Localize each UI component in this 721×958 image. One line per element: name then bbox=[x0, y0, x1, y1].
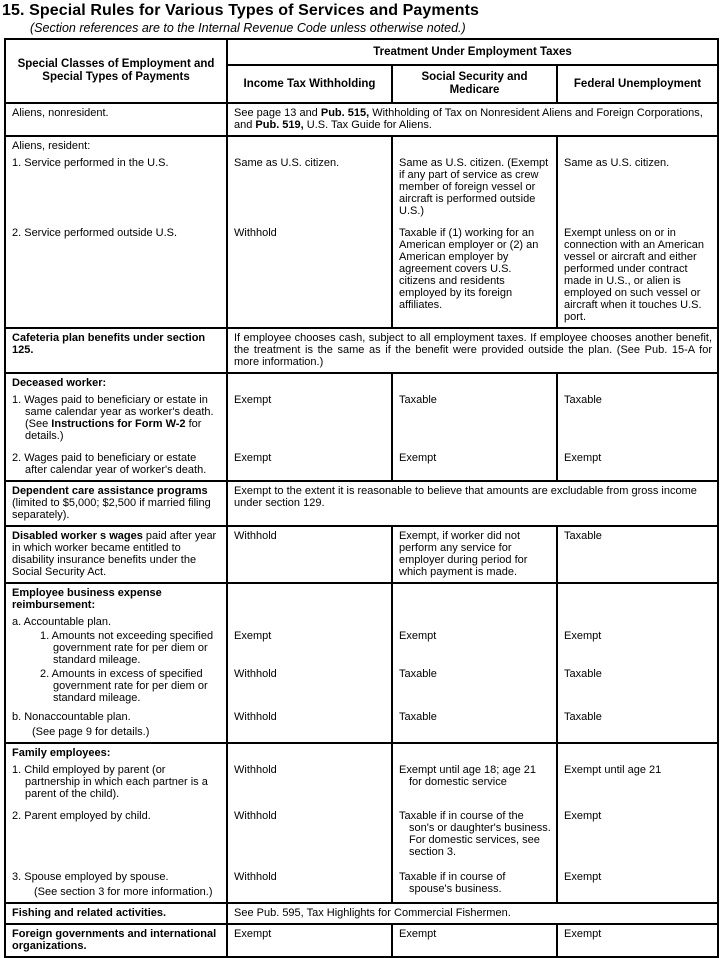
cell-income-tax: Exempt bbox=[227, 443, 392, 481]
table-header bbox=[5, 39, 718, 103]
label-aliens-resident: Aliens, resident: bbox=[12, 140, 91, 152]
cell-federal-unemployment: Taxable bbox=[557, 667, 718, 705]
nonaccountable-line-2: (See page 9 for details.) bbox=[32, 726, 150, 738]
cell-social-security: Taxable bbox=[392, 705, 557, 743]
header-row-top bbox=[5, 39, 718, 65]
cell-social-security: Taxable bbox=[392, 393, 557, 443]
section-aliens-resident bbox=[5, 136, 718, 328]
empty-cell bbox=[227, 743, 392, 763]
cell-federal-unemployment: Taxable bbox=[557, 393, 718, 443]
empty-cell bbox=[227, 373, 392, 393]
row-fishing bbox=[5, 903, 718, 924]
note-cafeteria-plan: If employee chooses cash, subject to all employment taxes. If employee chooses another benefit, the treatment is the same as if the benefit were provided outside the plan. (See Pub. 15-A for more information.) bbox=[227, 328, 718, 373]
row-dependent-care bbox=[5, 481, 718, 526]
row-aliens-nonresident bbox=[5, 103, 718, 136]
empty-cell bbox=[557, 136, 718, 156]
column-header-income-tax-withholding: Income Tax Withholding bbox=[227, 65, 392, 103]
cell-income-tax: Withhold bbox=[227, 705, 392, 743]
row-nonaccountable-plan bbox=[5, 705, 718, 743]
empty-cell bbox=[557, 373, 718, 393]
cell-income-tax: Withhold bbox=[227, 667, 392, 705]
label-spouse-employed-by-spouse bbox=[5, 862, 227, 903]
cell-social-security: Taxable if (1) working for an American employer or (2) an American employer by agreement covers U.S. citizens and residents employed by its foreign affiliates. bbox=[392, 218, 557, 328]
cell-social-security: Taxable if in course of the son's or daughter's business. For domestic services, see section 3. bbox=[392, 801, 557, 862]
special-rules-table bbox=[4, 38, 719, 958]
row-aliens-resident-item-1 bbox=[5, 156, 718, 218]
label-cafeteria-plan: Cafeteria plan benefits under section 125. bbox=[12, 332, 206, 356]
cell-social-security: Exempt, if worker did not perform any service for employer during period for which payment is made. bbox=[392, 526, 557, 583]
empty-cell bbox=[557, 615, 718, 629]
empty-cell bbox=[392, 743, 557, 763]
empty-cell bbox=[392, 615, 557, 629]
cell-income-tax: Withhold bbox=[227, 862, 392, 903]
label-deceased-worker: Deceased worker: bbox=[12, 377, 107, 389]
cell-income-tax: Exempt bbox=[227, 629, 392, 667]
section-cafeteria-plan bbox=[5, 328, 718, 373]
note-dependent-care: Exempt to the extent it is reasonable to believe that amounts are excludable from gross income under section 129. bbox=[227, 481, 718, 526]
column-header-federal-unemployment: Federal Unemployment bbox=[557, 65, 718, 103]
row-family-item-1 bbox=[5, 763, 718, 801]
row-family-employees-label bbox=[5, 743, 718, 763]
row-deceased-worker-label bbox=[5, 373, 718, 393]
cell-federal-unemployment: Exempt bbox=[557, 924, 718, 957]
empty-cell bbox=[557, 743, 718, 763]
label-dependent-care: Dependent care assistance programs (limited to $5,000; $2,500 if married filing separately). bbox=[12, 485, 211, 521]
cell-income-tax: Withhold bbox=[227, 526, 392, 583]
section-foreign-governments bbox=[5, 924, 718, 957]
cell-social-security: Same as U.S. citizen. (Exempt if any part of service as crew member of foreign vessel or aircraft is performed outside U.S.) bbox=[392, 156, 557, 218]
column-header-special-classes: Special Classes of Employment and Special Types of Payments bbox=[17, 58, 215, 83]
empty-cell bbox=[392, 373, 557, 393]
row-deceased-worker-item-1 bbox=[5, 393, 718, 443]
label-nonaccountable-plan bbox=[5, 705, 227, 743]
empty-cell bbox=[227, 583, 392, 615]
cell-federal-unemployment: Exempt until age 21 bbox=[557, 763, 718, 801]
label-wages-same-year: 1. Wages paid to beneficiary or estate in same calendar year as worker's death. (See Instructions for Form W-2 for details.) bbox=[12, 394, 214, 442]
cell-income-tax: Same as U.S. citizen. bbox=[227, 156, 392, 218]
cell-federal-unemployment: Same as U.S. citizen. bbox=[557, 156, 718, 218]
section-family-employees bbox=[5, 743, 718, 903]
row-accountable-item-2 bbox=[5, 667, 718, 705]
cell-income-tax: Exempt bbox=[227, 393, 392, 443]
column-header-social-security-medicare: Social Security and Medicare bbox=[392, 65, 557, 103]
label-child-employed-by-parent: 1. Child employed by parent (or partnership in which each partner is a parent of the child). bbox=[12, 764, 208, 800]
cell-federal-unemployment: Taxable bbox=[557, 526, 718, 583]
cell-federal-unemployment: Taxable bbox=[557, 705, 718, 743]
cell-social-security: Exempt bbox=[392, 924, 557, 957]
row-disabled-worker bbox=[5, 526, 718, 583]
section-employee-expense bbox=[5, 583, 718, 743]
row-aliens-resident-item-2 bbox=[5, 218, 718, 328]
cell-social-security: Exempt bbox=[392, 629, 557, 667]
label-parent-employed-by-child: 2. Parent employed by child. bbox=[12, 810, 151, 822]
cell-federal-unemployment: Exempt unless on or in connection with an American vessel or aircraft and either performed under contract made in U.S., or alien is employed on such vessel or aircraft when it touches U.S. port. bbox=[557, 218, 718, 328]
empty-cell bbox=[392, 583, 557, 615]
cell-social-security: Taxable bbox=[392, 667, 557, 705]
cell-social-security: Exempt until age 18; age 21 for domestic service bbox=[392, 763, 557, 801]
label-amounts-not-exceeding: 1. Amounts not exceeding specified government rate for per diem or standard mileage. bbox=[40, 630, 214, 666]
note-fishing: See Pub. 595, Tax Highlights for Commercial Fishermen. bbox=[227, 903, 718, 924]
row-family-item-3 bbox=[5, 862, 718, 903]
cell-income-tax: Withhold bbox=[227, 763, 392, 801]
section-disabled-worker bbox=[5, 526, 718, 583]
cell-federal-unemployment: Exempt bbox=[557, 862, 718, 903]
section-fishing bbox=[5, 903, 718, 924]
page-title: 15. Special Rules for Various Types of Services and Payments bbox=[2, 2, 480, 19]
cell-social-security: Taxable if in course of spouse's business. bbox=[392, 862, 557, 903]
row-foreign-governments bbox=[5, 924, 718, 957]
label-service-outside-us: 2. Service performed outside U.S. bbox=[12, 227, 178, 239]
label-accountable-plan: a. Accountable plan. bbox=[12, 616, 112, 628]
cell-income-tax: Exempt bbox=[227, 924, 392, 957]
row-family-item-2 bbox=[5, 801, 718, 862]
spouse-line-1: 3. Spouse employed by spouse. bbox=[12, 871, 169, 883]
empty-cell bbox=[557, 583, 718, 615]
column-header-treatment: Treatment Under Employment Taxes bbox=[227, 39, 718, 65]
spouse-line-2: (See section 3 for more information.) bbox=[34, 886, 213, 898]
label-service-in-us: 1. Service performed in the U.S. bbox=[12, 157, 169, 169]
row-deceased-worker-item-2 bbox=[5, 443, 718, 481]
nonaccountable-line-1: b. Nonaccountable plan. bbox=[12, 711, 131, 723]
empty-cell bbox=[227, 615, 392, 629]
section-aliens-nonresident bbox=[5, 103, 718, 136]
cell-federal-unemployment: Exempt bbox=[557, 801, 718, 862]
empty-cell bbox=[227, 136, 392, 156]
page-subtitle: (Section references are to the Internal Revenue Code unless otherwise noted.) bbox=[30, 21, 466, 35]
label-aliens-nonresident: Aliens, nonresident. bbox=[12, 107, 109, 119]
cell-income-tax: Withhold bbox=[227, 218, 392, 328]
cell-federal-unemployment: Exempt bbox=[557, 443, 718, 481]
label-employee-expense: Employee business expense reimbursement: bbox=[12, 587, 162, 611]
cell-income-tax: Withhold bbox=[227, 801, 392, 862]
row-cafeteria-plan bbox=[5, 328, 718, 373]
section-dependent-care bbox=[5, 481, 718, 526]
row-accountable-plan-label bbox=[5, 615, 718, 629]
note-aliens-nonresident: See page 13 and Pub. 515, Withholding of Tax on Nonresident Aliens and Foreign Corporations, and Pub. 519, U.S. Tax Guide for Aliens. bbox=[227, 103, 718, 136]
label-wages-after-year: 2. Wages paid to beneficiary or estate after calendar year of worker's death. bbox=[12, 452, 207, 476]
section-deceased-worker bbox=[5, 373, 718, 481]
row-employee-expense-label bbox=[5, 583, 718, 615]
cell-federal-unemployment: Exempt bbox=[557, 629, 718, 667]
label-disabled-worker: Disabled worker s wages paid after year in which worker became entitled to disability insurance benefits under the Social Security Act. bbox=[12, 530, 217, 578]
label-fishing: Fishing and related activities. bbox=[12, 907, 167, 919]
label-foreign-governments: Foreign governments and international organizations. bbox=[12, 928, 217, 952]
cell-social-security: Exempt bbox=[392, 443, 557, 481]
row-aliens-resident-label bbox=[5, 136, 718, 156]
row-accountable-item-1 bbox=[5, 629, 718, 667]
label-family-employees: Family employees: bbox=[12, 747, 111, 759]
empty-cell bbox=[392, 136, 557, 156]
label-amounts-in-excess: 2. Amounts in excess of specified government rate for per diem or standard mileage. bbox=[40, 668, 208, 704]
